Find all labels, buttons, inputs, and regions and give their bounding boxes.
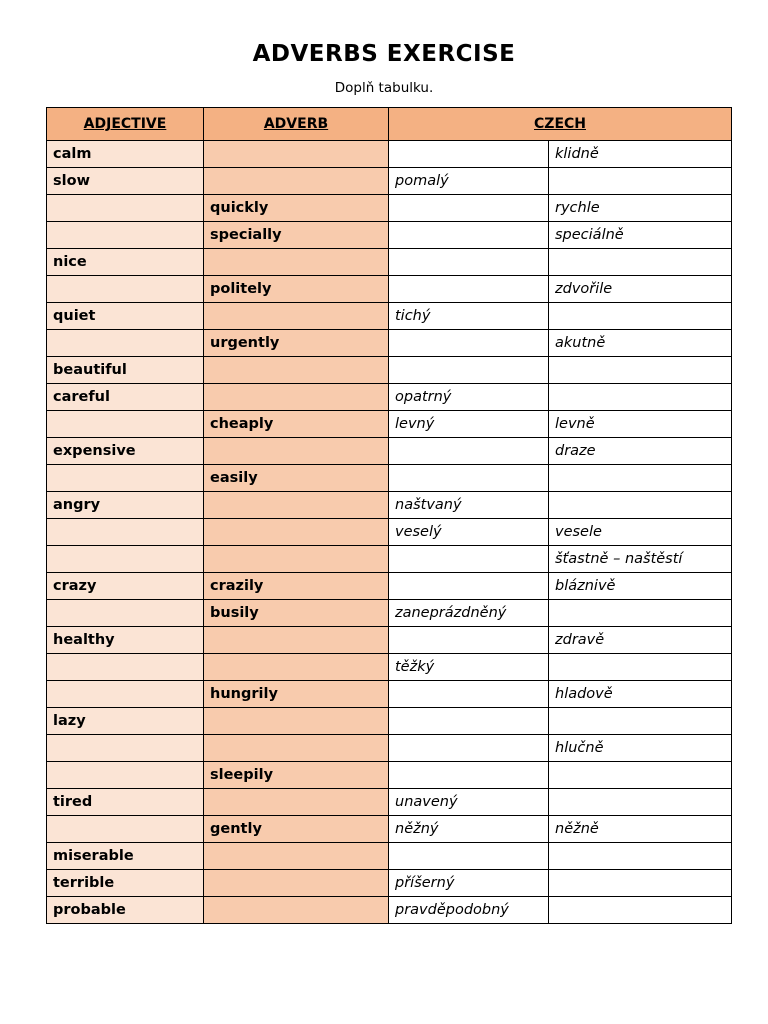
- adjective-cell: miserable: [47, 843, 204, 870]
- czech-adjective-cell: opatrný: [389, 384, 549, 411]
- adverb-cell[interactable]: [204, 303, 389, 330]
- table-row: [47, 870, 732, 897]
- adjective-cell: [47, 681, 204, 708]
- table-row: [47, 411, 732, 438]
- czech-adverb-cell[interactable]: [549, 249, 732, 276]
- czech-adverb-cell: klidně: [549, 141, 732, 168]
- adjective-cell: crazy: [47, 573, 204, 600]
- table-row: [47, 168, 732, 195]
- adverb-cell[interactable]: [204, 384, 389, 411]
- table-row: [47, 573, 732, 600]
- czech-adjective-cell: těžký: [389, 654, 549, 681]
- adjective-cell: probable: [47, 897, 204, 924]
- adjective-cell: [47, 735, 204, 762]
- adverb-cell[interactable]: [204, 708, 389, 735]
- czech-adjective-cell[interactable]: [389, 222, 549, 249]
- czech-adverb-cell: draze: [549, 438, 732, 465]
- adverb-cell: hungrily: [204, 681, 389, 708]
- czech-adverb-cell[interactable]: [549, 708, 732, 735]
- czech-adjective-cell: pomalý: [389, 168, 549, 195]
- adverb-cell: crazily: [204, 573, 389, 600]
- table-row: [47, 843, 732, 870]
- adjective-cell: careful: [47, 384, 204, 411]
- czech-adjective-cell[interactable]: [389, 195, 549, 222]
- czech-adjective-cell[interactable]: [389, 546, 549, 573]
- czech-adverb-cell[interactable]: [549, 762, 732, 789]
- adverb-cell: gently: [204, 816, 389, 843]
- czech-adverb-cell: zdravě: [549, 627, 732, 654]
- czech-adjective-cell: něžný: [389, 816, 549, 843]
- adjective-cell: terrible: [47, 870, 204, 897]
- adjective-cell: nice: [47, 249, 204, 276]
- czech-adverb-cell[interactable]: [549, 843, 732, 870]
- header-adjective: ADJECTIVE: [47, 108, 204, 141]
- czech-adverb-cell: rychle: [549, 195, 732, 222]
- czech-adjective-cell: veselý: [389, 519, 549, 546]
- adverb-cell[interactable]: [204, 735, 389, 762]
- czech-adverb-cell: něžně: [549, 816, 732, 843]
- table-row: [47, 600, 732, 627]
- czech-adjective-cell[interactable]: [389, 735, 549, 762]
- czech-adverb-cell: bláznivě: [549, 573, 732, 600]
- table-row: [47, 276, 732, 303]
- header-adverb: ADVERB: [204, 108, 389, 141]
- czech-adjective-cell: naštvaný: [389, 492, 549, 519]
- czech-adjective-cell: tichý: [389, 303, 549, 330]
- adjective-cell: calm: [47, 141, 204, 168]
- table-row: [47, 141, 732, 168]
- czech-adverb-cell[interactable]: [549, 384, 732, 411]
- adjective-cell: healthy: [47, 627, 204, 654]
- adjective-cell: lazy: [47, 708, 204, 735]
- adverb-cell[interactable]: [204, 168, 389, 195]
- adjective-cell: [47, 546, 204, 573]
- czech-adjective-cell: zaneprázdněný: [389, 600, 549, 627]
- adjective-cell: angry: [47, 492, 204, 519]
- adjective-cell: [47, 600, 204, 627]
- czech-adjective-cell[interactable]: [389, 249, 549, 276]
- adjective-cell: slow: [47, 168, 204, 195]
- adverb-cell: politely: [204, 276, 389, 303]
- adjective-cell: [47, 816, 204, 843]
- adverb-cell: sleepily: [204, 762, 389, 789]
- adjective-cell: quiet: [47, 303, 204, 330]
- czech-adverb-cell[interactable]: [549, 870, 732, 897]
- adjective-cell: [47, 762, 204, 789]
- czech-adjective-cell[interactable]: [389, 465, 549, 492]
- adverb-cell: specially: [204, 222, 389, 249]
- czech-adjective-cell[interactable]: [389, 681, 549, 708]
- adjective-cell: [47, 654, 204, 681]
- czech-adverb-cell[interactable]: [549, 357, 732, 384]
- adverb-cell[interactable]: [204, 438, 389, 465]
- czech-adverb-cell: levně: [549, 411, 732, 438]
- czech-adverb-cell: vesele: [549, 519, 732, 546]
- table-row: [47, 303, 732, 330]
- adverb-cell[interactable]: [204, 249, 389, 276]
- czech-adjective-cell[interactable]: [389, 627, 549, 654]
- table-row: [47, 330, 732, 357]
- adverbs-table: [46, 107, 732, 924]
- adverb-cell[interactable]: [204, 627, 389, 654]
- instruction-text: Doplň tabulku.: [334, 80, 434, 96]
- table-row: [47, 249, 732, 276]
- table-body: [47, 141, 732, 924]
- czech-adverb-cell[interactable]: [549, 465, 732, 492]
- czech-adverb-cell: akutně: [549, 330, 732, 357]
- czech-adjective-cell[interactable]: [389, 141, 549, 168]
- adjective-cell: beautiful: [47, 357, 204, 384]
- adjective-cell: [47, 519, 204, 546]
- adjective-cell: [47, 195, 204, 222]
- adverb-cell: cheaply: [204, 411, 389, 438]
- adjective-cell: tired: [47, 789, 204, 816]
- table-row: [47, 438, 732, 465]
- czech-adverb-cell: šťastně – naštěstí: [549, 546, 732, 573]
- table-row: [47, 735, 732, 762]
- adjective-cell: [47, 276, 204, 303]
- adverb-cell[interactable]: [204, 519, 389, 546]
- czech-adverb-cell[interactable]: [549, 897, 732, 924]
- czech-adverb-cell[interactable]: [549, 303, 732, 330]
- table-row: [47, 816, 732, 843]
- page-title: ADVERBS EXERCISE: [252, 41, 516, 67]
- table-row: [47, 654, 732, 681]
- adverb-cell[interactable]: [204, 546, 389, 573]
- table-row: [47, 897, 732, 924]
- adverb-cell[interactable]: [204, 654, 389, 681]
- adjective-cell: [47, 411, 204, 438]
- adjective-cell: [47, 330, 204, 357]
- table-row: [47, 708, 732, 735]
- adverb-cell[interactable]: [204, 789, 389, 816]
- adverb-cell: easily: [204, 465, 389, 492]
- adjective-cell: [47, 222, 204, 249]
- table-header-row: [47, 108, 732, 141]
- czech-adjective-cell[interactable]: [389, 330, 549, 357]
- adverb-cell[interactable]: [204, 897, 389, 924]
- czech-adverb-cell: hladově: [549, 681, 732, 708]
- table-row: [47, 492, 732, 519]
- czech-adverb-cell[interactable]: [549, 600, 732, 627]
- table-row: [47, 384, 732, 411]
- czech-adjective-cell[interactable]: [389, 573, 549, 600]
- table-row: [47, 357, 732, 384]
- czech-adjective-cell[interactable]: [389, 708, 549, 735]
- adverb-cell: urgently: [204, 330, 389, 357]
- table-row: [47, 546, 732, 573]
- adverb-cell: busily: [204, 600, 389, 627]
- table-row: [47, 465, 732, 492]
- czech-adjective-cell[interactable]: [389, 843, 549, 870]
- czech-adverb-cell: speciálně: [549, 222, 732, 249]
- table-row: [47, 627, 732, 654]
- czech-adverb-cell: hlučně: [549, 735, 732, 762]
- czech-adverb-cell[interactable]: [549, 168, 732, 195]
- czech-adverb-cell[interactable]: [549, 654, 732, 681]
- table-row: [47, 762, 732, 789]
- czech-adverb-cell: zdvořile: [549, 276, 732, 303]
- table-row: [47, 681, 732, 708]
- czech-adjective-cell: unavený: [389, 789, 549, 816]
- czech-adverb-cell[interactable]: [549, 492, 732, 519]
- czech-adjective-cell[interactable]: [389, 357, 549, 384]
- header-czech: CZECH: [389, 108, 732, 141]
- czech-adjective-cell[interactable]: [389, 276, 549, 303]
- adjective-cell: expensive: [47, 438, 204, 465]
- adverb-cell[interactable]: [204, 141, 389, 168]
- czech-adjective-cell: pravděpodobný: [389, 897, 549, 924]
- table-row: [47, 789, 732, 816]
- table-row: [47, 519, 732, 546]
- adjective-cell: [47, 465, 204, 492]
- czech-adjective-cell: levný: [389, 411, 549, 438]
- czech-adjective-cell: příšerný: [389, 870, 549, 897]
- czech-adverb-cell[interactable]: [549, 789, 732, 816]
- adverb-cell[interactable]: [204, 492, 389, 519]
- table-row: [47, 195, 732, 222]
- adverb-cell[interactable]: [204, 357, 389, 384]
- table-row: [47, 222, 732, 249]
- adverb-cell[interactable]: [204, 870, 389, 897]
- adverb-cell: quickly: [204, 195, 389, 222]
- czech-adjective-cell[interactable]: [389, 438, 549, 465]
- czech-adjective-cell[interactable]: [389, 762, 549, 789]
- adverb-cell[interactable]: [204, 843, 389, 870]
